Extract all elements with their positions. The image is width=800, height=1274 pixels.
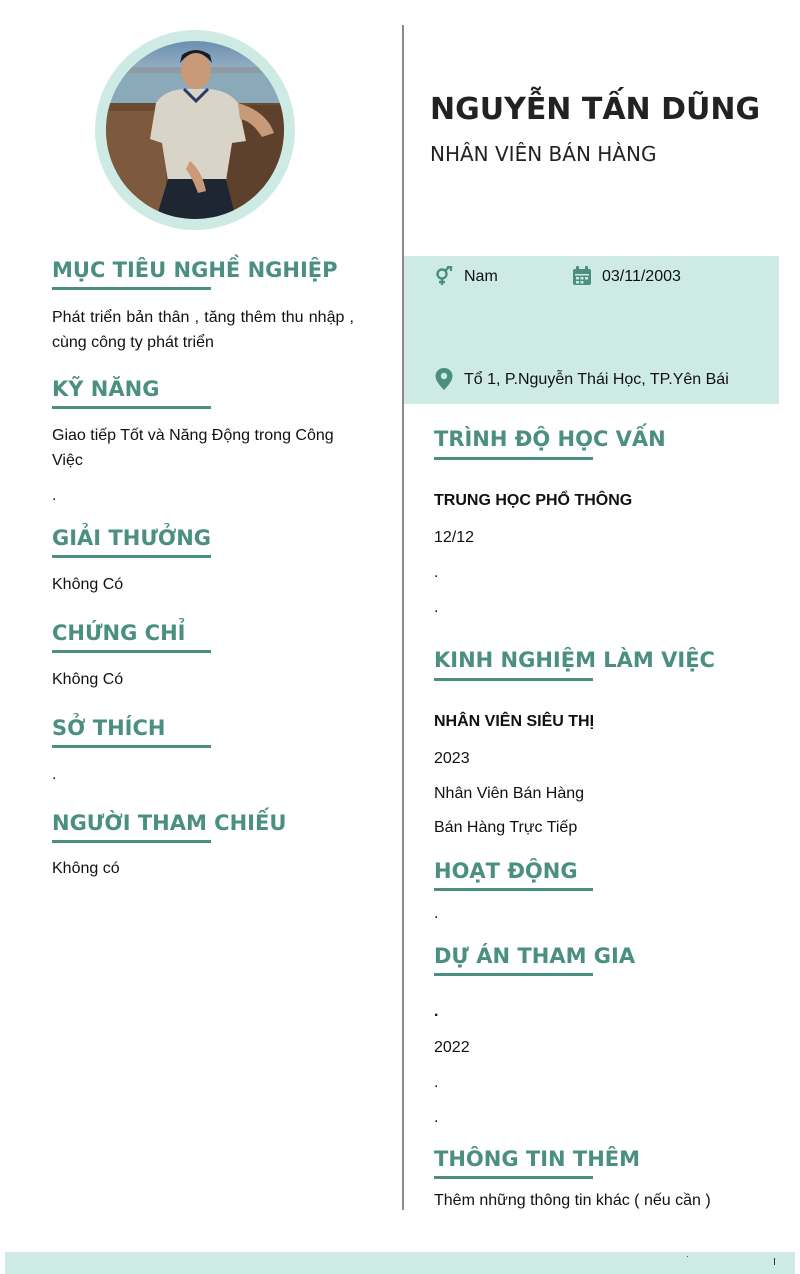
activities-underline [434,888,593,891]
awards-title: GIẢI THƯỞNG [52,526,212,550]
candidate-name: NGUYỄN TẤN DŨNG [430,92,761,127]
skills-title: KỸ NĂNG [52,377,160,401]
activities-title: HOẠT ĐỘNG [434,859,578,883]
projects-year: 2022 [434,1039,470,1056]
hobbies-text: . [52,766,57,783]
experience-title: KINH NGHIỆM LÀM VIỆC [434,648,715,672]
more-info-underline [434,1176,593,1179]
column-divider [402,25,404,1210]
projects-title: DỰ ÁN THAM GIA [434,944,636,968]
certificates-title: CHỨNG CHỈ [52,621,186,645]
more-info-text: Thêm những thông tin khác ( nếu cần ) [434,1192,711,1209]
objective-title: MỤC TIÊU NGHỀ NGHIỆP [52,258,338,282]
projects-name: . [434,1003,439,1020]
projects-line-1: . [434,1074,439,1091]
experience-job: NHÂN VIÊN SIÊU THỊ [434,713,595,730]
candidate-position: NHÂN VIÊN BÁN HÀNG [430,142,657,166]
avatar [106,41,284,219]
education-grade: 12/12 [434,529,475,546]
awards-underline [52,555,211,558]
projects-underline [434,973,593,976]
objective-text: Phát triển bản thân , tăng thêm thu nhập , cùng công ty phát triển [52,309,354,351]
hobbies-underline [52,745,211,748]
footer-bar [5,1252,795,1274]
references-text: Không có [52,860,120,877]
skills-text-3: . [52,487,57,504]
experience-underline [434,678,593,681]
skills-underline [52,406,211,409]
skills-text-1: Giao tiếp Tốt và Năng Động trong Công [52,427,334,444]
footer-tick [774,1258,775,1265]
experience-role: Nhân Viên Bán Hàng [434,785,585,802]
more-info-title: THÔNG TIN THÊM [434,1147,641,1171]
experience-year: 2023 [434,750,470,767]
activities-text: . [434,905,439,922]
footer-dot [687,1256,688,1257]
education-line-2: . [434,599,439,616]
references-title: NGƯỜI THAM CHIẾU [52,811,287,835]
education-school: TRUNG HỌC PHỔ THÔNG [434,492,633,509]
address-value: Tổ 1, P.Nguyễn Thái Học, TP.Yên Bái [464,371,729,388]
experience-desc: Bán Hàng Trực Tiếp [434,819,578,836]
references-underline [52,840,211,843]
awards-text: Không Có [52,576,124,593]
gender-value: Nam [464,268,498,285]
hobbies-title: SỞ THÍCH [52,716,166,740]
gender-icon [434,266,454,291]
skills-text-2: Việc [52,452,83,469]
projects-line-2: . [434,1109,439,1126]
objective-underline [52,287,211,290]
birthday-value: 03/11/2003 [602,268,681,285]
certificates-text: Không Có [52,671,124,688]
education-underline [434,457,593,460]
education-line-1: . [434,564,439,581]
map-pin-icon [435,368,453,395]
calendar-icon [572,266,592,291]
certificates-underline [52,650,211,653]
education-title: TRÌNH ĐỘ HỌC VẤN [434,427,666,451]
